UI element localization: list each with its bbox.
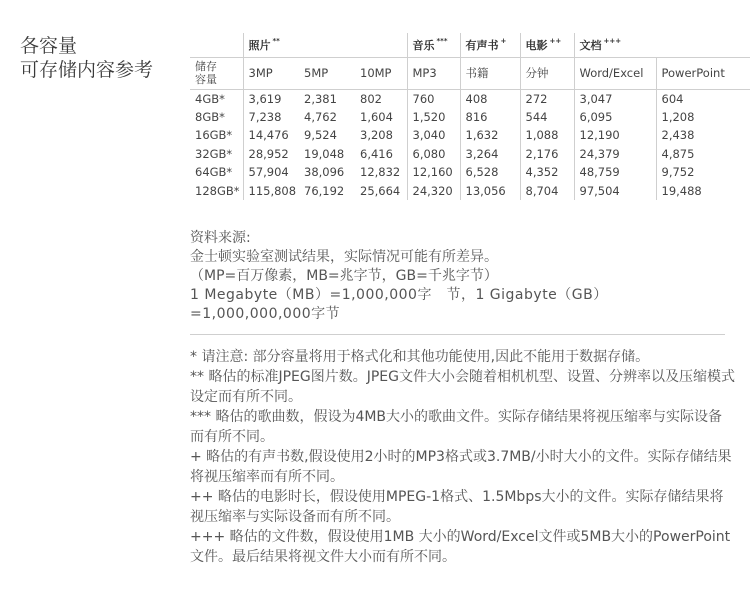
value-cell: 12,160 — [407, 163, 460, 182]
value-cell: 12,832 — [360, 165, 401, 180]
sub-header-row — [190, 57, 750, 89]
capacity-cell: 64GB* — [195, 165, 233, 180]
value-cell: 604 — [656, 89, 750, 108]
value-cell: 76,192 — [304, 183, 345, 198]
corner-cell — [190, 33, 243, 57]
source-line: 1 Megabyte（MB）=1,000,000字 节，1 Gigabyte（GB） — [190, 287, 608, 303]
value-cell: 115,808 — [243, 182, 299, 201]
value-cell: 8,704 — [520, 182, 574, 201]
group-header-movie: 电影 ++ — [520, 33, 574, 57]
group-header-music: 音乐 *** — [407, 33, 460, 57]
footnotes — [190, 347, 735, 567]
value-cell: 25,664 — [360, 183, 401, 198]
value-cell: 9,752 — [656, 163, 750, 182]
footnote: *** 略估的歌曲数，假设为4MB大小的歌曲文件。实际存储结果将视压缩率与实际设备而有所不同。 — [190, 409, 723, 445]
value-cell: 272 — [520, 89, 574, 108]
group-header-row — [190, 33, 750, 57]
source-section — [190, 229, 735, 324]
capacity-table — [190, 33, 750, 200]
value-cell: 544 — [520, 108, 574, 127]
value-cell: 6,416 — [360, 146, 393, 161]
column-header: MP3 — [407, 57, 460, 89]
value-cell: 3,264 — [460, 145, 520, 164]
value-cell: 816 — [460, 108, 520, 127]
column-header: 5MP — [299, 57, 355, 89]
table-row — [190, 182, 750, 201]
footnote: + 略估的有声书数,假设使用2小时的MP3格式或3.7MB/小时大小的文件。实际存储结果将视压缩率而有所不同。 — [190, 449, 732, 485]
value-cell: 802 — [355, 89, 407, 108]
value-cell: 1,088 — [520, 126, 574, 145]
source-heading: 资料来源: — [190, 230, 251, 246]
value-cell: 14,476 — [243, 126, 299, 145]
table-row — [190, 126, 750, 145]
value-cell: 24,320 — [407, 182, 460, 201]
table-row — [190, 108, 750, 127]
capacity-cell: 32GB* — [195, 146, 233, 161]
footnote: * 请注意: 部分容量将用于格式化和其他功能使用,因此不能用于数据存储。 — [190, 349, 650, 365]
value-cell: 57,904 — [243, 163, 299, 182]
value-cell: 12,190 — [574, 126, 656, 145]
value-cell: 3,040 — [407, 126, 460, 145]
table-row — [190, 163, 750, 182]
column-header: 书籍 — [460, 57, 520, 89]
value-cell: 9,524 — [304, 128, 337, 143]
source-line: =1,000,000,000字节 — [190, 306, 341, 322]
group-header-documents: 文档 +++ — [574, 33, 750, 57]
footnote: ** 略估的标准JPEG图片数。JPEG文件大小会随着相机机型、设置、分辨率以及压缩模式设定而有所不同。 — [190, 369, 735, 405]
footnote: +++ 略估的文件数，假设使用1MB 大小的Word/Excel文件或5MB大小的PowerPoint文件。最后结果将视文件大小而有所不同。 — [190, 529, 731, 565]
table-body — [190, 89, 750, 200]
value-cell: 7,238 — [243, 108, 299, 127]
column-header: 3MP — [243, 57, 299, 89]
capacity-cell: 128GB* — [195, 183, 240, 198]
value-cell: 19,488 — [656, 182, 750, 201]
value-cell: 6,528 — [460, 163, 520, 182]
value-cell: 2,381 — [299, 89, 355, 108]
value-cell: 2,176 — [520, 145, 574, 164]
capacity-table-container — [190, 33, 750, 200]
value-cell: 408 — [460, 89, 520, 108]
capacity-header: 储存 容量 — [190, 57, 243, 89]
group-header-photo: 照片 ** — [243, 33, 407, 57]
group-header-audiobook: 有声书 + — [460, 33, 520, 57]
value-cell: 1,520 — [407, 108, 460, 127]
page-title — [20, 34, 153, 82]
value-cell: 19,048 — [304, 146, 345, 161]
footnote: ++ 略估的电影时长，假设使用MPEG-1格式、1.5Mbps大小的文件。实际存储结果将视压缩率与实际设备而有所不同。 — [190, 489, 724, 525]
title-line-1: 各容量 — [20, 35, 78, 57]
value-cell: 1,208 — [656, 108, 750, 127]
capacity-cell: 16GB* — [195, 128, 233, 143]
capacity-cell: 8GB* — [195, 109, 225, 124]
column-header: PowerPoint — [656, 57, 750, 89]
value-cell: 3,619 — [243, 89, 299, 108]
source-line: （MP=百万像素，MB=兆字节，GB=千兆字节） — [190, 268, 498, 284]
table-row — [190, 145, 750, 164]
column-header: 分钟 — [520, 57, 574, 89]
value-cell: 3,047 — [574, 89, 656, 108]
value-cell: 4,875 — [656, 145, 750, 164]
column-header: 10MP — [355, 57, 407, 89]
value-cell: 97,504 — [574, 182, 656, 201]
table-row — [190, 89, 750, 108]
value-cell: 6,080 — [407, 145, 460, 164]
value-cell: 6,095 — [574, 108, 656, 127]
divider — [190, 334, 725, 335]
value-cell: 1,632 — [460, 126, 520, 145]
value-cell: 4,762 — [304, 109, 337, 124]
value-cell: 2,438 — [656, 126, 750, 145]
value-cell: 24,379 — [574, 145, 656, 164]
source-line: 金士顿实验室测试结果，实际情况可能有所差异。 — [190, 249, 498, 265]
title-line-2: 可存储内容参考 — [20, 59, 154, 81]
value-cell: 38,096 — [304, 165, 345, 180]
value-cell: 28,952 — [243, 145, 299, 164]
capacity-cell: 4GB* — [190, 89, 243, 108]
column-header: Word/Excel — [574, 57, 656, 89]
value-cell: 13,056 — [460, 182, 520, 201]
value-cell: 1,604 — [360, 109, 393, 124]
value-cell: 4,352 — [520, 163, 574, 182]
value-cell: 3,208 — [360, 128, 393, 143]
value-cell: 48,759 — [574, 163, 656, 182]
value-cell: 760 — [407, 89, 460, 108]
